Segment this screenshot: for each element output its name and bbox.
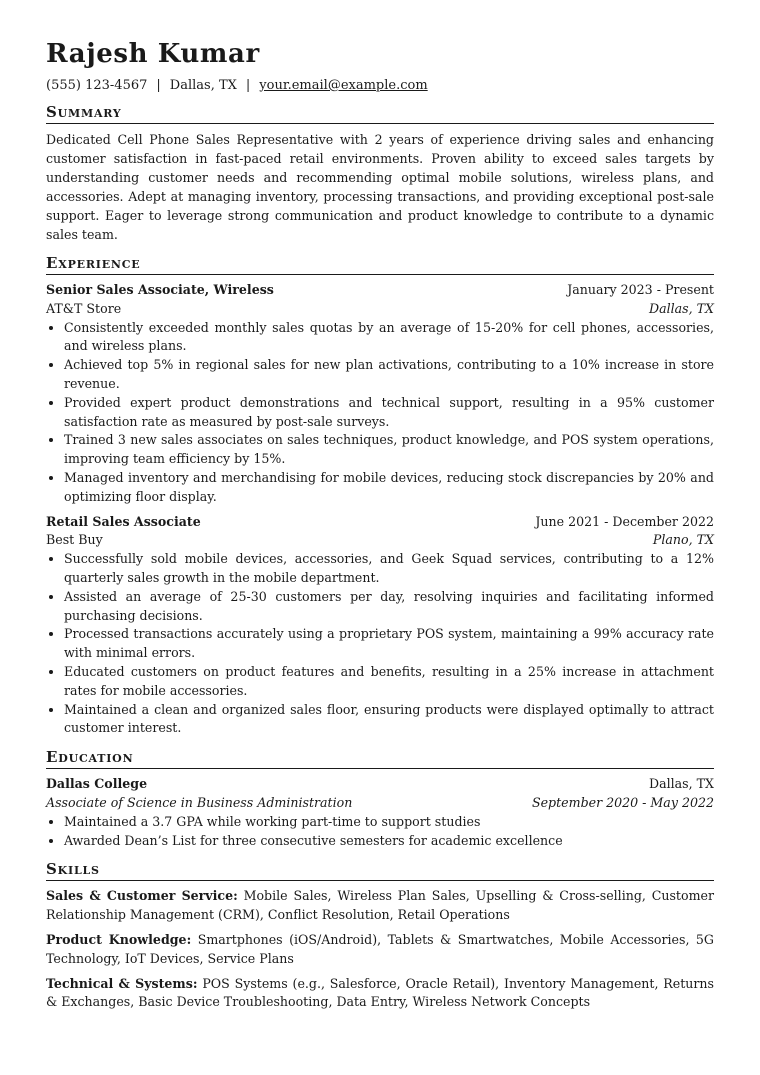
location: Dallas, TX — [169, 78, 237, 93]
job-entry — [46, 281, 714, 507]
education-section — [46, 747, 714, 850]
job-bullets — [46, 319, 714, 507]
separator: | — [156, 78, 161, 93]
section-title-experience: Experience — [46, 253, 714, 275]
bullet-icon — [49, 363, 53, 367]
contact-line — [46, 77, 714, 94]
bullet-text: Consistently exceeded monthly sales quotas by an average of 15-20% for cell phones, accessories, and wireless plans. — [64, 319, 714, 354]
bullet-text: Assisted an average of 25-30 customers per day, resolving inquiries and facilitating informed purchasing decisions. — [64, 588, 714, 623]
skill-label: Sales & Customer Service: — [46, 888, 238, 904]
summary-text: Dedicated Cell Phone Sales Representative with 2 years of experience driving sales and enhancing customer satisfaction in fast-paced retail environments. Proven ability to exceed sales targets by understanding customer needs and recommending optimal mobile solutions, wireless plans, and accessories. Adept at managing inventory, processing transactions, and providing exceptional post-sale support. Eager to leverage strong communication and product knowledge to contribute to a dynamic sales team. — [46, 132, 714, 242]
skill-line — [46, 975, 714, 1013]
skill-line — [46, 887, 714, 925]
bullet-text: Provided expert product demonstrations and technical support, resulting in a 95% customer satisfaction rate as measured by post-sale surveys. — [64, 394, 714, 429]
job-subheader — [46, 300, 714, 319]
job-header — [46, 281, 714, 300]
school-location: Dallas, TX — [648, 776, 714, 792]
job-header — [46, 513, 714, 532]
bullet-icon — [49, 670, 53, 674]
skill-value: Smartphones (iOS/Android), Tablets & Smartwatches, Mobile Accessories, 5G Technology, IoT Devices, Service Plans — [46, 931, 714, 966]
list-item — [46, 813, 714, 832]
bullet-icon — [49, 326, 53, 330]
job-title: Senior Sales Associate, Wireless — [46, 282, 274, 297]
list-item — [46, 431, 714, 469]
bullet-icon — [49, 632, 53, 636]
job-subheader — [46, 531, 714, 550]
skill-value: POS Systems (e.g., Salesforce, Oracle Retail), Inventory Management, Returns & Exchanges, Basic Device Troubleshooting, Data Entry, Wireless Network Concepts — [46, 975, 714, 1010]
section-title-education: Education — [46, 747, 714, 769]
school-name: Dallas College — [46, 776, 148, 792]
job-dates: June 2021 - December 2022 — [535, 513, 714, 529]
job-location: Dallas, TX — [648, 300, 714, 316]
section-title-summary: Summary — [46, 102, 714, 124]
education-entry — [46, 775, 714, 850]
skill-label: Technical & Systems: — [46, 975, 198, 991]
skill-line — [46, 931, 714, 969]
company-name: Best Buy — [46, 532, 103, 548]
job-title: Retail Sales Associate — [46, 513, 201, 529]
experience-section — [46, 253, 714, 738]
education-dates: September 2020 - May 2022 — [531, 794, 714, 810]
bullet-text: Managed inventory and merchandising for mobile devices, reducing stock discrepancies by 20% and optimizing floor display. — [64, 469, 714, 504]
bullet-text: Maintained a clean and organized sales floor, ensuring products were displayed optimally to attract customer interest. — [64, 701, 714, 736]
degree: Associate of Science in Business Administration — [46, 794, 353, 810]
bullet-icon — [49, 438, 53, 442]
bullet-icon — [49, 476, 53, 480]
list-item — [46, 588, 714, 626]
bullet-text: Educated customers on product features and benefits, resulting in a 25% increase in attachment rates for mobile accessories. — [64, 663, 714, 698]
email-link[interactable]: your.email@example.com — [259, 78, 428, 93]
phone-number: (555) 123-4567 — [46, 78, 148, 93]
list-item — [46, 356, 714, 394]
skill-value: Mobile Sales, Wireless Plan Sales, Upselling & Cross-selling, Customer Relationship Management (CRM), Conflict Resolution, Retail Operations — [46, 888, 714, 923]
job-bullets — [46, 550, 714, 738]
bullet-text: Processed transactions accurately using a proprietary POS system, maintaining a 99% accuracy rate with minimal errors. — [64, 626, 714, 661]
bullet-icon — [49, 839, 53, 843]
education-bullets — [46, 813, 714, 851]
section-title-skills: Skills — [46, 859, 714, 881]
bullet-text: Awarded Dean’s List for three consecutive semesters for academic excellence — [64, 832, 563, 848]
job-dates: January 2023 - Present — [567, 282, 714, 297]
education-header — [46, 775, 714, 794]
list-item — [46, 319, 714, 357]
separator: | — [245, 78, 251, 93]
bullet-icon — [49, 401, 53, 405]
skills-section — [46, 859, 714, 1012]
list-item — [46, 469, 714, 507]
summary-section — [46, 102, 714, 244]
list-item — [46, 394, 714, 432]
bullet-icon — [49, 595, 53, 599]
bullet-icon — [49, 820, 53, 824]
bullet-icon — [49, 708, 53, 712]
candidate-name: Rajesh Kumar — [46, 39, 260, 69]
bullet-text: Achieved top 5% in regional sales for new plan activations, contributing to a 10% increase in store revenue. — [64, 357, 714, 391]
bullet-text: Trained 3 new sales associates on sales techniques, product knowledge, and POS system operations, improving team efficiency by 15%. — [64, 432, 714, 467]
resume-page — [46, 37, 714, 1012]
skill-label: Product Knowledge: — [46, 931, 192, 947]
company-name: AT&T Store — [46, 300, 122, 316]
bullet-text: Successfully sold mobile devices, accessories, and Geek Squad services, contributing to a 12% quarterly sales growth in the mobile department. — [64, 551, 714, 585]
bullet-icon — [49, 557, 53, 561]
list-item — [46, 663, 714, 701]
list-item — [46, 550, 714, 588]
list-item — [46, 832, 714, 851]
list-item — [46, 701, 714, 739]
bullet-text: Maintained a 3.7 GPA while working part-time to support studies — [64, 813, 481, 829]
education-subheader — [46, 794, 714, 813]
job-entry — [46, 513, 714, 739]
list-item — [46, 625, 714, 663]
job-location: Plano, TX — [652, 532, 714, 548]
